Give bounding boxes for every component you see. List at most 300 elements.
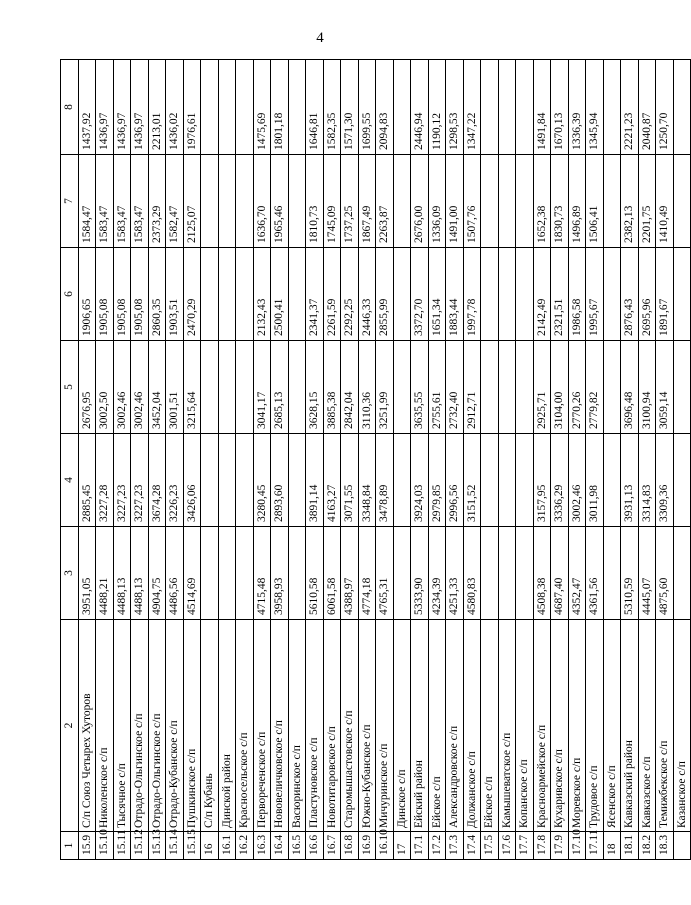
- value-col-5: 3885,38: [323, 341, 341, 434]
- value-col-5: 2676,95: [78, 341, 96, 434]
- table-row: [673, 60, 691, 860]
- row-number: 17.7: [516, 832, 534, 860]
- table-row: [78, 60, 96, 860]
- value-col-7: 2125,07: [183, 155, 201, 248]
- value-col-3: 4715,48: [253, 527, 271, 620]
- row-number: 15.9: [78, 832, 96, 860]
- value-col-8: 1190,12: [428, 60, 446, 155]
- row-number: 16.4: [271, 832, 289, 860]
- settlement-name: Пушкинское с/п: [183, 620, 201, 832]
- header-cell: 5: [61, 341, 79, 434]
- value-col-3: 5333,90: [411, 527, 429, 620]
- value-col-8: 2446,94: [411, 60, 429, 155]
- settlement-name: Динской район: [218, 620, 236, 832]
- value-col-3: [393, 527, 411, 620]
- row-number: 17.11: [586, 832, 604, 860]
- table-row: [271, 60, 289, 860]
- value-col-8: 1347,22: [463, 60, 481, 155]
- row-number: 15.13: [148, 832, 166, 860]
- value-col-8: 1801,18: [271, 60, 289, 155]
- value-col-7: 2263,87: [376, 155, 394, 248]
- value-col-7: [201, 155, 219, 248]
- value-col-7: 1867,49: [358, 155, 376, 248]
- table-row: [113, 60, 131, 860]
- table-row: [656, 60, 674, 860]
- settlement-name: Кухаривское с/п: [551, 620, 569, 832]
- value-col-8: [393, 60, 411, 155]
- row-number: 17.10: [568, 832, 586, 860]
- value-col-5: 3452,04: [148, 341, 166, 434]
- value-col-6: [481, 248, 499, 341]
- value-col-8: 2221,23: [621, 60, 639, 155]
- table-row: [358, 60, 376, 860]
- row-number: 16.8: [341, 832, 359, 860]
- value-col-7: 1582,47: [166, 155, 184, 248]
- value-col-3: [481, 527, 499, 620]
- row-number: 17.2: [428, 832, 446, 860]
- value-col-3: 4234,39: [428, 527, 446, 620]
- value-col-7: [288, 155, 306, 248]
- value-col-3: [603, 527, 621, 620]
- value-col-6: 2341,37: [306, 248, 324, 341]
- value-col-3: 4445,07: [638, 527, 656, 620]
- value-col-7: [498, 155, 516, 248]
- value-col-3: [498, 527, 516, 620]
- value-col-6: [218, 248, 236, 341]
- value-col-8: 2094,83: [376, 60, 394, 155]
- value-col-8: 1976,61: [183, 60, 201, 155]
- settlement-name: Казанское с/п: [673, 620, 691, 832]
- settlement-name: Нововеличковское с/п: [271, 620, 289, 832]
- value-col-6: 2470,29: [183, 248, 201, 341]
- value-col-8: [288, 60, 306, 155]
- settlement-name: Отрадо-Ольгинское с/п: [148, 620, 166, 832]
- settlement-name: Отрадо-Ольгинское с/п: [131, 620, 149, 832]
- table-row: [341, 60, 359, 860]
- table-row: [621, 60, 639, 860]
- value-col-3: 4488,21: [96, 527, 114, 620]
- value-col-7: 1830,73: [551, 155, 569, 248]
- value-col-6: [603, 248, 621, 341]
- table-row: [411, 60, 429, 860]
- row-number: 15.15: [183, 832, 201, 860]
- value-col-5: [201, 341, 219, 434]
- table-row: [393, 60, 411, 860]
- value-col-4: [201, 434, 219, 527]
- table-row: [446, 60, 464, 860]
- row-number: 16.5: [288, 832, 306, 860]
- value-col-8: 1475,69: [253, 60, 271, 155]
- row-number: 16: [201, 832, 219, 860]
- settlement-name: Ейский район: [411, 620, 429, 832]
- value-col-3: 4361,56: [586, 527, 604, 620]
- value-col-6: 2876,43: [621, 248, 639, 341]
- empty-cell: [673, 248, 691, 341]
- value-col-7: 1583,47: [96, 155, 114, 248]
- settlement-name: Ясенское с/п: [603, 620, 621, 832]
- value-col-8: 1670,13: [551, 60, 569, 155]
- value-col-4: 2979,85: [428, 434, 446, 527]
- table-row: [236, 60, 254, 860]
- value-col-4: [218, 434, 236, 527]
- value-col-6: 1891,67: [656, 248, 674, 341]
- value-col-7: 2676,00: [411, 155, 429, 248]
- value-col-3: [218, 527, 236, 620]
- value-col-4: 3071,55: [341, 434, 359, 527]
- row-number: 17.9: [551, 832, 569, 860]
- value-col-3: 3951,05: [78, 527, 96, 620]
- value-col-4: [481, 434, 499, 527]
- header-cell: 6: [61, 248, 79, 341]
- value-col-7: 1965,46: [271, 155, 289, 248]
- value-col-7: [603, 155, 621, 248]
- value-col-6: 2321,51: [551, 248, 569, 341]
- header-cell: 7: [61, 155, 79, 248]
- settlement-name: Камышеватское с/п: [498, 620, 516, 832]
- row-number: 18.3: [656, 832, 674, 860]
- value-col-6: 1995,67: [586, 248, 604, 341]
- value-col-4: [236, 434, 254, 527]
- value-col-5: 2779,82: [586, 341, 604, 434]
- value-col-3: 4774,18: [358, 527, 376, 620]
- settlement-name: Александровское с/п: [446, 620, 464, 832]
- value-col-7: [218, 155, 236, 248]
- settlement-name: Пластуновское с/п: [306, 620, 324, 832]
- value-col-4: 3227,23: [131, 434, 149, 527]
- value-col-5: 3002,50: [96, 341, 114, 434]
- value-col-3: 5610,58: [306, 527, 324, 620]
- value-col-5: 3002,46: [113, 341, 131, 434]
- value-col-5: 2755,61: [428, 341, 446, 434]
- table-row: [603, 60, 621, 860]
- value-col-5: 3215,64: [183, 341, 201, 434]
- value-col-4: [516, 434, 534, 527]
- settlement-name: Кавказское с/п: [638, 620, 656, 832]
- value-col-3: [236, 527, 254, 620]
- value-col-4: 3314,83: [638, 434, 656, 527]
- value-col-5: [393, 341, 411, 434]
- value-col-6: [236, 248, 254, 341]
- value-col-5: 3110,36: [358, 341, 376, 434]
- table-row: [551, 60, 569, 860]
- settlement-name: Трудовое с/п: [586, 620, 604, 832]
- value-col-8: 1250,70: [656, 60, 674, 155]
- row-number: 16.1: [218, 832, 236, 860]
- value-col-5: 2685,13: [271, 341, 289, 434]
- settlement-name: Должанское с/п: [463, 620, 481, 832]
- value-col-4: [288, 434, 306, 527]
- row-number: 17.4: [463, 832, 481, 860]
- row-number: 15.12: [131, 832, 149, 860]
- value-col-8: 1699,55: [358, 60, 376, 155]
- row-number: 16.2: [236, 832, 254, 860]
- value-col-5: 3100,94: [638, 341, 656, 434]
- value-col-7: 1652,38: [533, 155, 551, 248]
- row-number: 17.1: [411, 832, 429, 860]
- value-col-8: [481, 60, 499, 155]
- value-col-6: 2860,35: [148, 248, 166, 341]
- value-col-7: 2201,75: [638, 155, 656, 248]
- value-col-5: 3002,46: [131, 341, 149, 434]
- table-row: [376, 60, 394, 860]
- value-col-4: 3011,98: [586, 434, 604, 527]
- value-col-3: [288, 527, 306, 620]
- value-col-5: 3696,48: [621, 341, 639, 434]
- value-col-5: 3628,15: [306, 341, 324, 434]
- value-col-6: 1883,44: [446, 248, 464, 341]
- settlement-name: Красносельское с/п: [236, 620, 254, 832]
- row-number: 17.8: [533, 832, 551, 860]
- table-row: [306, 60, 324, 860]
- empty-cell: [673, 155, 691, 248]
- value-col-5: [516, 341, 534, 434]
- settlement-name: Красноармейское с/п: [533, 620, 551, 832]
- value-col-8: 1345,94: [586, 60, 604, 155]
- value-col-5: [236, 341, 254, 434]
- settlement-name: Темижбекское с/п: [656, 620, 674, 832]
- empty-cell: [673, 60, 691, 155]
- value-col-5: 2925,71: [533, 341, 551, 434]
- value-col-7: 2373,29: [148, 155, 166, 248]
- value-col-4: 3151,52: [463, 434, 481, 527]
- row-number: 18.1: [621, 832, 639, 860]
- row-number: 16.9: [358, 832, 376, 860]
- value-col-4: 2996,56: [446, 434, 464, 527]
- row-number: 16.10: [376, 832, 394, 860]
- value-col-8: 1436,97: [131, 60, 149, 155]
- table-row: [323, 60, 341, 860]
- value-col-4: 3426,06: [183, 434, 201, 527]
- value-col-6: 2695,96: [638, 248, 656, 341]
- row-number: 15.11: [113, 832, 131, 860]
- page-number: 4: [316, 30, 324, 46]
- settlement-name: Первореченское с/п: [253, 620, 271, 832]
- settlement-name: С/п Союз Четырех Хуторов: [78, 620, 96, 832]
- table-row: [516, 60, 534, 860]
- value-col-5: 3001,51: [166, 341, 184, 434]
- value-col-4: 3157,95: [533, 434, 551, 527]
- value-col-4: [498, 434, 516, 527]
- value-col-5: 3059,14: [656, 341, 674, 434]
- value-col-4: 2893,60: [271, 434, 289, 527]
- value-col-3: 4687,40: [551, 527, 569, 620]
- settlement-name: Тысячное с/п: [113, 620, 131, 832]
- tariff-table: [60, 59, 691, 860]
- value-col-3: 6061,58: [323, 527, 341, 620]
- value-col-6: 2142,49: [533, 248, 551, 341]
- row-number: 16.7: [323, 832, 341, 860]
- value-col-6: [201, 248, 219, 341]
- value-col-7: 1737,25: [341, 155, 359, 248]
- value-col-5: 3104,00: [551, 341, 569, 434]
- empty-cell: [673, 832, 691, 860]
- value-col-7: 1636,70: [253, 155, 271, 248]
- value-col-3: 4388,97: [341, 527, 359, 620]
- value-col-3: 4488,13: [113, 527, 131, 620]
- row-number: 17: [393, 832, 411, 860]
- value-col-6: [288, 248, 306, 341]
- value-col-8: 2040,87: [638, 60, 656, 155]
- value-col-7: [481, 155, 499, 248]
- table-row: [568, 60, 586, 860]
- value-col-5: [603, 341, 621, 434]
- value-col-6: 1986,58: [568, 248, 586, 341]
- value-col-7: 1506,41: [586, 155, 604, 248]
- header-cell: 1: [61, 832, 79, 860]
- value-col-8: 1436,02: [166, 60, 184, 155]
- value-col-8: 1582,35: [323, 60, 341, 155]
- value-col-3: 5310,59: [621, 527, 639, 620]
- value-col-6: 1905,08: [131, 248, 149, 341]
- settlement-name: Отрадо-Кубанское с/п: [166, 620, 184, 832]
- value-col-4: 2885,45: [78, 434, 96, 527]
- value-col-6: 1903,51: [166, 248, 184, 341]
- settlement-name: Новотитаровское с/п: [323, 620, 341, 832]
- table-row: [183, 60, 201, 860]
- value-col-3: 4352,47: [568, 527, 586, 620]
- value-col-8: [498, 60, 516, 155]
- table-row: [428, 60, 446, 860]
- table-row: [463, 60, 481, 860]
- value-col-8: 1491,84: [533, 60, 551, 155]
- header-cell: 4: [61, 434, 79, 527]
- value-col-3: 4488,13: [131, 527, 149, 620]
- value-col-7: 1583,47: [113, 155, 131, 248]
- header-cell: 8: [61, 60, 79, 155]
- value-col-6: 1905,08: [96, 248, 114, 341]
- value-col-4: 4163,27: [323, 434, 341, 527]
- value-col-5: [498, 341, 516, 434]
- value-col-3: 3958,93: [271, 527, 289, 620]
- value-col-7: 1491,00: [446, 155, 464, 248]
- table-row: [638, 60, 656, 860]
- settlement-name: Старомышастовское с/п: [341, 620, 359, 832]
- header-row: [61, 60, 79, 860]
- settlement-name: Копанское с/п: [516, 620, 534, 832]
- settlement-name: Ейское с/п: [428, 620, 446, 832]
- header-cell: 2: [61, 620, 79, 832]
- value-col-5: 2912,71: [463, 341, 481, 434]
- value-col-4: 3280,45: [253, 434, 271, 527]
- value-col-8: [516, 60, 534, 155]
- value-col-8: 1436,97: [113, 60, 131, 155]
- settlement-name: Ейское с/п: [481, 620, 499, 832]
- value-col-6: [393, 248, 411, 341]
- value-col-7: [516, 155, 534, 248]
- settlement-name: Кавказский район: [621, 620, 639, 832]
- value-col-4: 3478,89: [376, 434, 394, 527]
- value-col-8: [603, 60, 621, 155]
- value-col-5: 2770,26: [568, 341, 586, 434]
- header-cell: 3: [61, 527, 79, 620]
- settlement-name: Васюринское с/п: [288, 620, 306, 832]
- value-col-3: 4486,56: [166, 527, 184, 620]
- row-number: 17.6: [498, 832, 516, 860]
- value-col-3: 4904,75: [148, 527, 166, 620]
- value-col-3: 4508,38: [533, 527, 551, 620]
- value-col-4: 3924,03: [411, 434, 429, 527]
- value-col-4: 3336,29: [551, 434, 569, 527]
- value-col-3: 4514,69: [183, 527, 201, 620]
- value-col-6: 1997,78: [463, 248, 481, 341]
- value-col-6: 2292,25: [341, 248, 359, 341]
- value-col-6: 2446,33: [358, 248, 376, 341]
- empty-cell: [673, 341, 691, 434]
- value-col-8: 1436,97: [96, 60, 114, 155]
- table-row: [96, 60, 114, 860]
- value-col-3: 4875,60: [656, 527, 674, 620]
- value-col-8: 1437,92: [78, 60, 96, 155]
- value-col-7: 1745,09: [323, 155, 341, 248]
- value-col-3: [516, 527, 534, 620]
- value-col-5: 2732,40: [446, 341, 464, 434]
- value-col-6: 1906,65: [78, 248, 96, 341]
- settlement-name: Динское с/п: [393, 620, 411, 832]
- value-col-5: 3635,55: [411, 341, 429, 434]
- empty-cell: [673, 527, 691, 620]
- rotated-table-container: [60, 60, 688, 860]
- settlement-name: С/п Кубань: [201, 620, 219, 832]
- value-col-8: [236, 60, 254, 155]
- value-col-6: 2261,59: [323, 248, 341, 341]
- value-col-5: 2842,04: [341, 341, 359, 434]
- table-row: [288, 60, 306, 860]
- table-row: [498, 60, 516, 860]
- value-col-8: 1336,39: [568, 60, 586, 155]
- value-col-4: 3348,84: [358, 434, 376, 527]
- value-col-6: 2855,99: [376, 248, 394, 341]
- settlement-name: Мичуринское с/п: [376, 620, 394, 832]
- row-number: 17.3: [446, 832, 464, 860]
- value-col-4: 3226,23: [166, 434, 184, 527]
- empty-cell: [673, 434, 691, 527]
- value-col-3: [201, 527, 219, 620]
- value-col-6: 1651,34: [428, 248, 446, 341]
- row-number: 18: [603, 832, 621, 860]
- value-col-3: 4765,31: [376, 527, 394, 620]
- row-number: 18.2: [638, 832, 656, 860]
- value-col-7: 1583,47: [131, 155, 149, 248]
- value-col-7: 2382,13: [621, 155, 639, 248]
- value-col-4: 3227,28: [96, 434, 114, 527]
- settlement-name: Моревское с/п: [568, 620, 586, 832]
- table-row: [201, 60, 219, 860]
- value-col-8: 2213,01: [148, 60, 166, 155]
- row-number: 16.3: [253, 832, 271, 860]
- value-col-7: 1410,49: [656, 155, 674, 248]
- table-row: [131, 60, 149, 860]
- row-number: 16.6: [306, 832, 324, 860]
- settlement-name: Южно-Кубанское с/п: [358, 620, 376, 832]
- value-col-8: [218, 60, 236, 155]
- value-col-4: 3002,46: [568, 434, 586, 527]
- value-col-8: 1646,81: [306, 60, 324, 155]
- row-number: 17.5: [481, 832, 499, 860]
- value-col-3: 4580,83: [463, 527, 481, 620]
- value-col-6: 2500,41: [271, 248, 289, 341]
- table-row: [586, 60, 604, 860]
- value-col-7: 1584,47: [78, 155, 96, 248]
- row-number: 15.14: [166, 832, 184, 860]
- value-col-7: 1810,73: [306, 155, 324, 248]
- table-row: [166, 60, 184, 860]
- value-col-6: 2132,43: [253, 248, 271, 341]
- value-col-4: 3674,28: [148, 434, 166, 527]
- value-col-5: [481, 341, 499, 434]
- value-col-5: 3041,17: [253, 341, 271, 434]
- table-row: [253, 60, 271, 860]
- table-row: [481, 60, 499, 860]
